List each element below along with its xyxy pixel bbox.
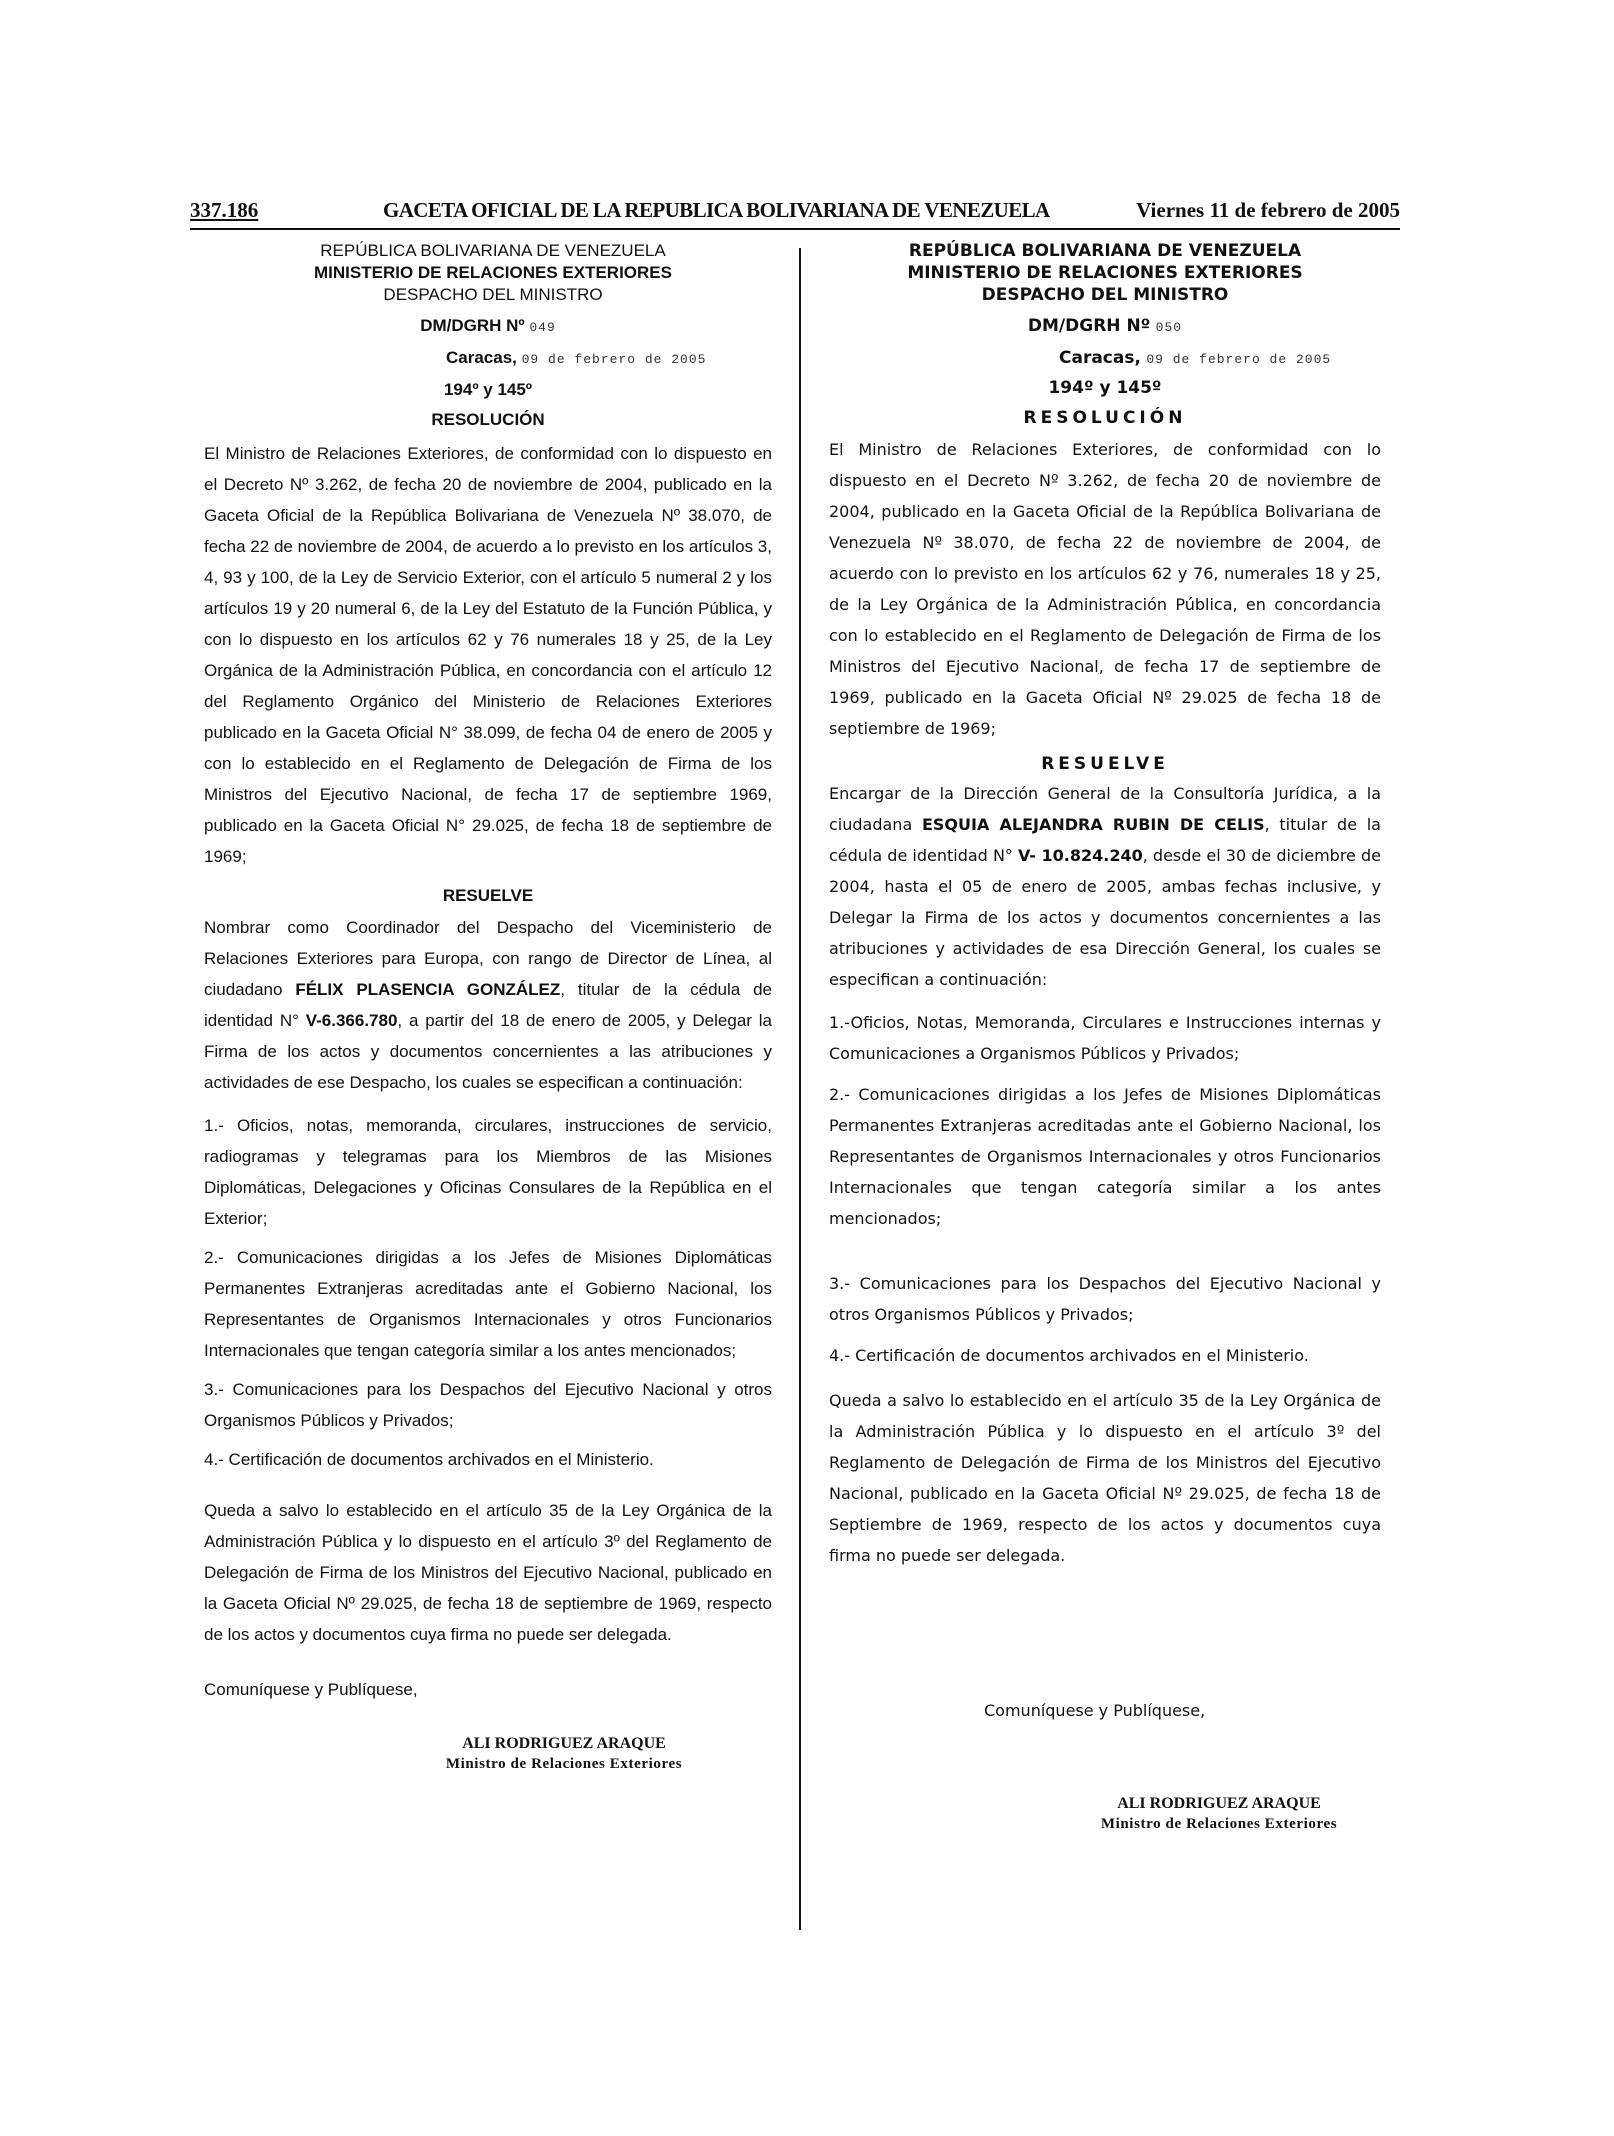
years: 194º y 145º bbox=[443, 380, 533, 399]
resuelve-heading: RESUELVE bbox=[1041, 754, 1169, 774]
column-divider bbox=[799, 248, 801, 1930]
signature-block bbox=[1069, 1794, 1369, 1834]
signatory-name: ALI RODRIGUEZ ARAQUE bbox=[462, 1735, 666, 1752]
place-date bbox=[204, 348, 772, 368]
list-item: 2.- Comunicaciones dirigidas a los Jefes de Misiones Diplomáticas Permanentes Extranjeras acreditadas ante el Gobierno Nacional, los Representantes de Organismos Internacionales y otros Funcionarios Internacionales que tengan categoría similar a los antes mencionados; bbox=[829, 1085, 1381, 1228]
republic-line: REPÚBLICA BOLIVARIANA DE VENEZUELA bbox=[908, 241, 1302, 261]
list-item: 1.- Oficios, notas, memoranda, circulares, instrucciones de servicio, radiogramas y telegramas para los Miembros de las Misiones Diplomáticas, Delegaciones y Oficinas Consulares de la República en el Exterior; bbox=[204, 1116, 772, 1228]
body-text-b: , titular de la cédula de identidad N° bbox=[829, 815, 1381, 865]
dm-label: DM/DGRH Nº bbox=[1027, 316, 1151, 336]
resuelve-heading: RESUELVE bbox=[442, 886, 534, 905]
closing-paragraph: Queda a salvo lo establecido en el artículo 35 de la Ley Orgánica de la Administración Pública y lo dispuesto en el artículo 3º del Reglamento de Delegación de Firma de los Ministros del Ejecutivo Nacional, publicado en la Gaceta Oficial Nº 29.025, de fecha 18 de septiembre de 1969, respecto de los actos y documentos cuya firma no puede ser delegada. bbox=[204, 1501, 772, 1644]
dm-reference bbox=[204, 316, 772, 336]
resolution-050 bbox=[829, 240, 1381, 1834]
list-item: 3.- Comunicaciones para los Despachos del Ejecutivo Nacional y otros Organismos Públicos y Privados; bbox=[204, 1380, 772, 1430]
body-text-c: , a partir del 18 de enero de 2005, y Delegar la Firma de los actos y documentos concernientes a las atribuciones y actividades de ese Despacho, los cuales se especifican a continuación: bbox=[204, 1011, 772, 1092]
person-name: ESQUIA ALEJANDRA RUBIN DE CELIS bbox=[921, 815, 1265, 834]
dm-label: DM/DGRH Nº bbox=[420, 316, 525, 335]
list-item: 4.- Certificación de documentos archivados en el Ministerio. bbox=[204, 1450, 654, 1469]
signatory-title: Ministro de Relaciones Exteriores bbox=[1100, 1816, 1338, 1832]
resolution-date: 09 de febrero de 2005 bbox=[521, 352, 707, 367]
resolution-body bbox=[829, 778, 1381, 995]
closing-paragraph: Queda a salvo lo establecido en el artículo 35 de la Ley Orgánica de la Administración Pública y lo dispuesto en el artículo 3º del Reglamento de Delegación de Firma de los Ministros del Ejecutivo Nacional, publicado en la Gaceta Oficial Nº 29.025, de fecha 18 de Septiembre de 1969, respecto de los actos y documentos cuya firma no puede ser delegada. bbox=[829, 1391, 1381, 1565]
signature-block bbox=[404, 1734, 724, 1774]
office-line: DESPACHO DEL MINISTRO bbox=[383, 285, 603, 304]
list-item: 1.-Oficios, Notas, Memoranda, Circulares e Instrucciones internas y Comunicaciones a Organismos Públicos y Privados; bbox=[829, 1013, 1381, 1063]
issue-date: Viernes 11 de febrero de 2005 bbox=[1136, 198, 1400, 222]
page-number: 337.186 bbox=[190, 198, 259, 222]
office-line: DESPACHO DEL MINISTRO bbox=[981, 285, 1229, 305]
comuniquese: Comuníquese y Publíquese, bbox=[984, 1701, 1206, 1720]
signatory-title: Ministro de Relaciones Exteriores bbox=[445, 1756, 683, 1772]
resolution-heading: RESOLUCIÓN bbox=[431, 410, 545, 429]
dm-number: 050 bbox=[1155, 320, 1183, 335]
intro-paragraph: El Ministro de Relaciones Exteriores, de conformidad con lo dispuesto en el Decreto Nº 3.262, de fecha 20 de noviembre de 2004, publicado en la Gaceta Oficial de la República Bolivariana de Venezuela Nº 38.070, de fecha 22 de noviembre de 2004, de acuerdo a lo previsto en los artículos 3, 4, 93 y 100, de la Ley de Servicio Exterior, con el artículo 5 numeral 2 y los artículos 19 y 20 numeral 6, de la Ley del Estatuto de la Función Pública, y con lo dispuesto en los artículos 62 y 76 numerales 18 y 25, de la Ley Orgánica de la Administración Pública, en concordancia con el artículo 12 del Reglamento Orgánico del Ministerio de Relaciones Exteriores publicado en la Gaceta Oficial N° 38.099, de fecha 04 de enero de 2005 y con lo establecido en el Reglamento de Delegación de Firma de los Ministros del Ejecutivo Nacional, de fecha 17 de septiembre 1969, publicado en la Gaceta Oficial N° 29.025, de fecha 18 de septiembre de 1969; bbox=[204, 444, 772, 866]
ministry-line: MINISTERIO DE RELACIONES EXTERIORES bbox=[314, 263, 672, 282]
list-item: 2.- Comunicaciones dirigidas a los Jefes de Misiones Diplomáticas Permanentes Extranjeras acreditadas ante el Gobierno Nacional, los Representantes de Organismos Internacionales y otros Funcionarios Internacionales que tengan categoría similar a los antes mencionados; bbox=[204, 1248, 772, 1360]
resolution-heading: RESOLUCIÓN bbox=[1023, 408, 1187, 428]
city: Caracas, bbox=[1059, 348, 1141, 368]
body-text-a: Nombrar como Coordinador del Despacho del Viceministerio de Relaciones Exteriores para Europa, con rango de Director de Línea, al ciudadano bbox=[204, 918, 772, 999]
gazette-title: GACETA OFICIAL DE LA REPUBLICA BOLIVARIANA DE VENEZUELA bbox=[383, 198, 1050, 222]
republic-line: REPÚBLICA BOLIVARIANA DE VENEZUELA bbox=[320, 241, 666, 260]
body-text-b: , titular de la cédula de identidad N° bbox=[204, 980, 772, 1030]
list-item: 3.- Comunicaciones para los Despachos del Ejecutivo Nacional y otros Organismos Públicos y Privados; bbox=[829, 1274, 1381, 1324]
city: Caracas, bbox=[446, 348, 517, 367]
list-item: 4.- Certificación de documentos archivados en el Ministerio. bbox=[829, 1346, 1309, 1365]
place-date bbox=[829, 348, 1381, 368]
comuniquese: Comuníquese y Publíquese, bbox=[204, 1680, 418, 1699]
person-name: FÉLIX PLASENCIA GONZÁLEZ bbox=[295, 980, 561, 999]
resolution-body bbox=[204, 912, 772, 1098]
body-text-a: Encargar de la Dirección General de la Consultoría Jurídica, a la ciudadana bbox=[829, 784, 1381, 834]
resolution-049 bbox=[204, 240, 772, 1774]
dm-reference bbox=[829, 316, 1381, 336]
body-text-c: , desde el 30 de diciembre de 2004, hasta el 05 de enero de 2005, ambas fechas inclusive, y Delegar la Firma de los actos y documentos concernientes a las atribuciones y actividades de esa Dirección General, los cuales se especifican a continuación: bbox=[829, 846, 1381, 989]
id-number: V-6.366.780 bbox=[305, 1011, 398, 1030]
resolution-date: 09 de febrero de 2005 bbox=[1146, 352, 1332, 367]
years: 194º y 145º bbox=[1048, 378, 1162, 398]
gazette-header bbox=[190, 198, 1400, 230]
id-number: V- 10.824.240 bbox=[1018, 846, 1143, 865]
signatory-name: ALI RODRIGUEZ ARAQUE bbox=[1117, 1795, 1321, 1812]
ministry-line: MINISTERIO DE RELACIONES EXTERIORES bbox=[907, 263, 1303, 283]
dm-number: 049 bbox=[529, 320, 556, 335]
intro-paragraph: El Ministro de Relaciones Exteriores, de conformidad con lo dispuesto en el Decreto Nº 3.262, de fecha 20 de noviembre de 2004, publicado en la Gaceta Oficial de la República Bolivariana de Venezuela Nº 38.070, de fecha 22 de noviembre de 2004, de acuerdo con lo previsto en los artículos 62 y 76, numerales 18 y 25, de la Ley Orgánica de la Administración Pública, en concordancia con lo establecido en el Reglamento de Delegación de Firma de los Ministros del Ejecutivo Nacional, de fecha 17 de septiembre de 1969, publicado en la Gaceta Oficial Nº 29.025 de fecha 18 de septiembre de 1969; bbox=[829, 440, 1381, 738]
